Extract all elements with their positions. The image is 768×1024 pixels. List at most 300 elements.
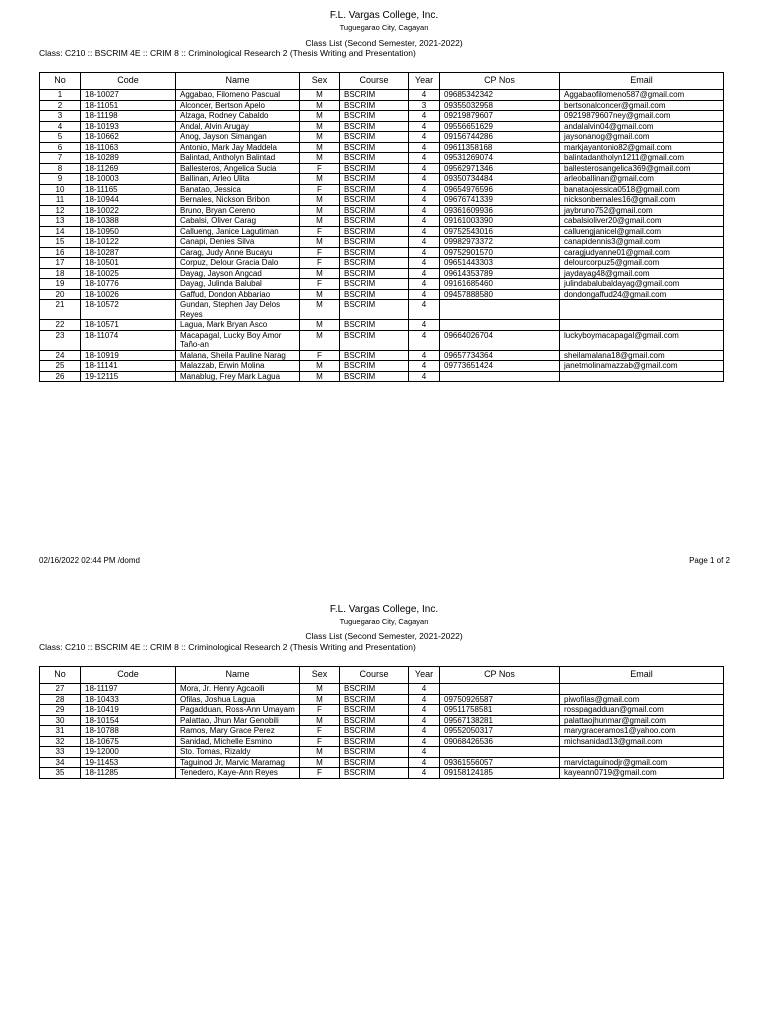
student-year: 4: [409, 268, 440, 279]
student-year: 4: [409, 320, 440, 331]
student-name: Ballesteros, Angelica Sucia: [176, 163, 300, 174]
student-year: 4: [409, 247, 440, 258]
column-header-course: Course: [340, 667, 409, 684]
student-course: BSCRIM: [340, 268, 409, 279]
row-number: 18: [40, 268, 81, 279]
student-email: caragjudyanne01@gmail.com: [560, 247, 724, 258]
student-sex: M: [300, 132, 340, 143]
student-year: 4: [409, 237, 440, 248]
student-course: BSCRIM: [340, 258, 409, 269]
student-email: luckyboymacapagal@gmail.com: [560, 330, 724, 350]
student-course: BSCRIM: [340, 768, 409, 779]
student-year: 4: [409, 330, 440, 350]
college-city-page2: Tuguegarao City, Cagayan: [339, 617, 429, 626]
student-email: calluengjanicel@gmail.com: [560, 226, 724, 237]
table-row: [40, 279, 724, 290]
student-year: 3: [409, 100, 440, 111]
student-course: BSCRIM: [340, 195, 409, 206]
student-name: Palattao, Jhun Mar Genobili: [176, 715, 300, 726]
student-email: arleoballinan@gmail.com: [560, 174, 724, 185]
student-course: BSCRIM: [340, 111, 409, 122]
student-email: piwofilas@gmail.com: [560, 694, 724, 705]
student-code: 18-10025: [81, 268, 176, 279]
column-header-code: Code: [81, 667, 176, 684]
cp-number: 09651443303: [440, 258, 560, 269]
student-sex: F: [300, 768, 340, 779]
cp-number: 09685342342: [440, 90, 560, 101]
column-header-year: Year: [409, 73, 440, 90]
college-city: Tuguegarao City, Cagayan: [339, 23, 429, 32]
student-sex: M: [300, 153, 340, 164]
column-header-no: No: [40, 73, 81, 90]
student-code: 18-10501: [81, 258, 176, 269]
table-row: [40, 237, 724, 248]
cp-number: 09614353789: [440, 268, 560, 279]
student-course: BSCRIM: [340, 205, 409, 216]
row-number: 19: [40, 279, 81, 290]
student-email: [560, 320, 724, 331]
cp-number: 09562971346: [440, 163, 560, 174]
row-number: 14: [40, 226, 81, 237]
student-year: 4: [409, 142, 440, 153]
student-sex: M: [300, 320, 340, 331]
table-body: [40, 684, 724, 779]
row-number: 6: [40, 142, 81, 153]
student-course: BSCRIM: [340, 726, 409, 737]
cp-number: [440, 300, 560, 320]
student-name: Taguinod Jr, Marvic Maramag: [176, 757, 300, 768]
student-year: 4: [409, 216, 440, 227]
student-year: 4: [409, 153, 440, 164]
student-year: 4: [409, 90, 440, 101]
student-course: BSCRIM: [340, 736, 409, 747]
student-course: BSCRIM: [340, 163, 409, 174]
student-code: 18-10154: [81, 715, 176, 726]
row-number: 1: [40, 90, 81, 101]
student-code: 19-12115: [81, 371, 176, 382]
table-header: [40, 73, 724, 90]
table-row: [40, 153, 724, 164]
student-email: [560, 371, 724, 382]
cp-number: 09556651629: [440, 121, 560, 132]
student-year: 4: [409, 736, 440, 747]
student-year: 4: [409, 684, 440, 695]
row-number: 30: [40, 715, 81, 726]
class-list-table-page1: [39, 72, 724, 382]
class-list-title-page2: Class List (Second Semester, 2021-2022): [305, 631, 463, 641]
student-sex: M: [300, 90, 340, 101]
student-code: 18-11269: [81, 163, 176, 174]
student-code: 18-10193: [81, 121, 176, 132]
cp-number: 09657734364: [440, 350, 560, 361]
table-row: [40, 768, 724, 779]
student-name: Banatao, Jessica: [176, 184, 300, 195]
student-sex: F: [300, 736, 340, 747]
student-email: andalalvin04@gmail.com: [560, 121, 724, 132]
student-sex: M: [300, 361, 340, 372]
student-sex: M: [300, 715, 340, 726]
student-sex: F: [300, 247, 340, 258]
student-code: 18-10003: [81, 174, 176, 185]
student-email: julindabalubaldayag@gmail.com: [560, 279, 724, 290]
student-name: Antonio, Mark Jay Maddela: [176, 142, 300, 153]
student-sex: F: [300, 726, 340, 737]
student-sex: M: [300, 205, 340, 216]
student-email: cabalsioliver20@gmail.com: [560, 216, 724, 227]
row-number: 7: [40, 153, 81, 164]
student-email: bertsonalconcer@gmail.com: [560, 100, 724, 111]
table-row: [40, 361, 724, 372]
student-year: 4: [409, 163, 440, 174]
student-name: Lagua, Mark Bryan Asco: [176, 320, 300, 331]
student-email: jaysonanog@gmail.com: [560, 132, 724, 143]
student-year: 4: [409, 350, 440, 361]
student-sex: M: [300, 757, 340, 768]
cp-number: 09161003390: [440, 216, 560, 227]
student-course: BSCRIM: [340, 237, 409, 248]
cp-number: 09752901570: [440, 247, 560, 258]
student-course: BSCRIM: [340, 100, 409, 111]
table-row: [40, 163, 724, 174]
table-row: [40, 100, 724, 111]
student-sex: F: [300, 184, 340, 195]
header-row: [40, 73, 724, 90]
student-code: 18-10571: [81, 320, 176, 331]
student-name: Ballinan, Arleo Ulita: [176, 174, 300, 185]
student-course: BSCRIM: [340, 153, 409, 164]
student-course: BSCRIM: [340, 757, 409, 768]
student-name: Corpuz, Delour Gracia Dalo: [176, 258, 300, 269]
cp-number: [440, 371, 560, 382]
student-name: Alconcer, Bertson Apelo: [176, 100, 300, 111]
student-sex: M: [300, 268, 340, 279]
row-number: 15: [40, 237, 81, 248]
row-number: 2: [40, 100, 81, 111]
row-number: 12: [40, 205, 81, 216]
cp-number: 09068426536: [440, 736, 560, 747]
student-name: Carag, Judy Anne Bucayu: [176, 247, 300, 258]
class-description: Class: C210 :: BSCRIM 4E :: CRIM 8 :: Criminological Research 2 (Thesis Writing and Presentation): [39, 48, 416, 58]
student-year: 4: [409, 726, 440, 737]
student-year: 4: [409, 300, 440, 320]
table-row: [40, 715, 724, 726]
student-course: BSCRIM: [340, 361, 409, 372]
column-header-code: Code: [81, 73, 176, 90]
student-code: 18-10026: [81, 289, 176, 300]
student-name: Bernales, Nickson Bribon: [176, 195, 300, 206]
student-sex: M: [300, 100, 340, 111]
student-course: BSCRIM: [340, 715, 409, 726]
college-name: F.L. Vargas College, Inc.: [329, 10, 439, 21]
student-course: BSCRIM: [340, 226, 409, 237]
table-row: [40, 705, 724, 716]
row-number: 35: [40, 768, 81, 779]
column-header-email: Email: [560, 667, 724, 684]
page-number: Page 1 of 2: [689, 556, 730, 565]
student-email: michsanidad13@gmail.com: [560, 736, 724, 747]
student-course: BSCRIM: [340, 247, 409, 258]
student-email: delourcorpuz5@gmail.com: [560, 258, 724, 269]
row-number: 10: [40, 184, 81, 195]
student-year: 4: [409, 757, 440, 768]
table-row: [40, 195, 724, 206]
student-email: nicksonbernales16@gmail.com: [560, 195, 724, 206]
cp-number: 09750926587: [440, 694, 560, 705]
student-course: BSCRIM: [340, 142, 409, 153]
table-row: [40, 684, 724, 695]
student-email: sheilamalana18@gmail.com: [560, 350, 724, 361]
cp-number: [440, 684, 560, 695]
cp-number: [440, 747, 560, 758]
student-code: 18-11074: [81, 330, 176, 350]
student-sex: M: [300, 142, 340, 153]
student-sex: M: [300, 300, 340, 320]
student-name: Gundan, Stephen Jay Delos Reyes: [176, 300, 300, 320]
student-year: 4: [409, 184, 440, 195]
student-sex: M: [300, 111, 340, 122]
student-email: kayeann0719@gmail.com: [560, 768, 724, 779]
student-course: BSCRIM: [340, 371, 409, 382]
student-course: BSCRIM: [340, 90, 409, 101]
student-sex: M: [300, 694, 340, 705]
student-code: 18-10027: [81, 90, 176, 101]
print-timestamp: 02/16/2022 02:44 PM /domd: [39, 556, 140, 565]
student-code: 18-10289: [81, 153, 176, 164]
table-row: [40, 371, 724, 382]
student-name: Dayag, Jayson Angcad: [176, 268, 300, 279]
student-email: marvictaguinodjr@gmail.com: [560, 757, 724, 768]
cp-number: 09552050317: [440, 726, 560, 737]
student-name: Malazzab, Erwin Molina: [176, 361, 300, 372]
student-code: 18-11051: [81, 100, 176, 111]
student-code: 18-11165: [81, 184, 176, 195]
student-email: janetmolinamazzab@gmail.com: [560, 361, 724, 372]
student-year: 4: [409, 694, 440, 705]
student-sex: M: [300, 237, 340, 248]
cp-number: 09156744286: [440, 132, 560, 143]
student-name: Dayag, Julinda Balubal: [176, 279, 300, 290]
column-header-sex: Sex: [300, 73, 340, 90]
student-sex: M: [300, 684, 340, 695]
cp-number: 09161685460: [440, 279, 560, 290]
table-row: [40, 90, 724, 101]
table-body: [40, 90, 724, 382]
cp-number: 09361556057: [440, 757, 560, 768]
student-year: 4: [409, 258, 440, 269]
student-name: Macapagal, Lucky Boy Amor Taño-an: [176, 330, 300, 350]
student-name: Aggabao, Filomeno Pascual: [176, 90, 300, 101]
cp-number: 09773651424: [440, 361, 560, 372]
row-number: 3: [40, 111, 81, 122]
row-number: 31: [40, 726, 81, 737]
student-code: 18-10675: [81, 736, 176, 747]
student-code: 18-10788: [81, 726, 176, 737]
row-number: 22: [40, 320, 81, 331]
column-header-sex: Sex: [300, 667, 340, 684]
student-code: 18-11063: [81, 142, 176, 153]
student-email: banataojessica0518@gmail.com: [560, 184, 724, 195]
row-number: 20: [40, 289, 81, 300]
student-year: 4: [409, 132, 440, 143]
student-code: 18-10388: [81, 216, 176, 227]
cp-number: 09611358168: [440, 142, 560, 153]
student-year: 4: [409, 195, 440, 206]
student-year: 4: [409, 705, 440, 716]
student-year: 4: [409, 279, 440, 290]
student-name: Pagadduan, Ross-Ann Umayam: [176, 705, 300, 716]
table-row: [40, 350, 724, 361]
student-sex: M: [300, 371, 340, 382]
table-row: [40, 268, 724, 279]
cp-number: 09361609936: [440, 205, 560, 216]
column-header-name: Name: [176, 667, 300, 684]
cp-number: 09511758581: [440, 705, 560, 716]
student-name: Tenedero, Kaye-Ann Reyes: [176, 768, 300, 779]
column-header-name: Name: [176, 73, 300, 90]
row-number: 24: [40, 350, 81, 361]
class-list-table-page2: [39, 666, 724, 779]
student-course: BSCRIM: [340, 747, 409, 758]
student-code: 18-10022: [81, 205, 176, 216]
student-email: [560, 684, 724, 695]
row-number: 13: [40, 216, 81, 227]
table-row: [40, 226, 724, 237]
student-email: canapidennis3@gmail.com: [560, 237, 724, 248]
student-course: BSCRIM: [340, 174, 409, 185]
student-course: BSCRIM: [340, 184, 409, 195]
student-name: Canapi, Denies Silva: [176, 237, 300, 248]
student-email: [560, 300, 724, 320]
table-row: [40, 174, 724, 185]
student-sex: M: [300, 174, 340, 185]
student-course: BSCRIM: [340, 289, 409, 300]
student-sex: M: [300, 216, 340, 227]
table-row: [40, 694, 724, 705]
student-code: 19-12000: [81, 747, 176, 758]
class-list-title: Class List (Second Semester, 2021-2022): [305, 38, 463, 48]
row-number: 8: [40, 163, 81, 174]
student-code: 18-10950: [81, 226, 176, 237]
student-code: 18-10919: [81, 350, 176, 361]
student-year: 4: [409, 715, 440, 726]
table-row: [40, 757, 724, 768]
student-email: dondongaffud24@gmail.com: [560, 289, 724, 300]
class-description-page2: Class: C210 :: BSCRIM 4E :: CRIM 8 :: Criminological Research 2 (Thesis Writing and Presentation): [39, 642, 416, 652]
student-name: Sto. Tomas, Rizaldy: [176, 747, 300, 758]
table-row: [40, 726, 724, 737]
row-number: 16: [40, 247, 81, 258]
table-row: [40, 132, 724, 143]
row-number: 5: [40, 132, 81, 143]
row-number: 17: [40, 258, 81, 269]
student-code: 19-11453: [81, 757, 176, 768]
student-year: 4: [409, 768, 440, 779]
student-name: Ramos, Mary Grace Perez: [176, 726, 300, 737]
student-sex: F: [300, 705, 340, 716]
student-code: 18-11198: [81, 111, 176, 122]
student-year: 4: [409, 361, 440, 372]
column-header-course: Course: [340, 73, 409, 90]
student-email: Aggabaofilomeno587@gmail.com: [560, 90, 724, 101]
row-number: 11: [40, 195, 81, 206]
table-row: [40, 121, 724, 132]
student-sex: M: [300, 289, 340, 300]
cp-number: 09982973372: [440, 237, 560, 248]
table-header: [40, 667, 724, 684]
row-number: 32: [40, 736, 81, 747]
cp-number: 09752543016: [440, 226, 560, 237]
student-name: Malana, Sheila Pauline Narag: [176, 350, 300, 361]
cp-number: 09355032958: [440, 100, 560, 111]
student-code: 18-10287: [81, 247, 176, 258]
column-header-cp: CP Nos: [440, 667, 560, 684]
student-code: 18-10572: [81, 300, 176, 320]
cp-number: 09350734484: [440, 174, 560, 185]
row-number: 23: [40, 330, 81, 350]
header-row: [40, 667, 724, 684]
student-sex: F: [300, 163, 340, 174]
cp-number: 09531269074: [440, 153, 560, 164]
table-row: [40, 111, 724, 122]
student-email: marygraceramos1@yahoo.com: [560, 726, 724, 737]
student-course: BSCRIM: [340, 279, 409, 290]
student-name: Manablug, Frey Mark Lagua: [176, 371, 300, 382]
student-year: 4: [409, 111, 440, 122]
table-row: [40, 258, 724, 269]
table-row: [40, 736, 724, 747]
student-year: 4: [409, 226, 440, 237]
student-name: Cabalsi, Oliver Carag: [176, 216, 300, 227]
student-code: 18-11141: [81, 361, 176, 372]
student-year: 4: [409, 205, 440, 216]
student-name: Mora, Jr. Henry Agcaoili: [176, 684, 300, 695]
table-row: [40, 320, 724, 331]
table-row: [40, 247, 724, 258]
cp-number: 09676741339: [440, 195, 560, 206]
table-row: [40, 289, 724, 300]
student-year: 4: [409, 174, 440, 185]
student-course: BSCRIM: [340, 121, 409, 132]
student-course: BSCRIM: [340, 132, 409, 143]
student-course: BSCRIM: [340, 330, 409, 350]
row-number: 26: [40, 371, 81, 382]
student-email: [560, 747, 724, 758]
cp-number: 09654976596: [440, 184, 560, 195]
row-number: 21: [40, 300, 81, 320]
student-sex: M: [300, 195, 340, 206]
student-code: 18-10662: [81, 132, 176, 143]
student-course: BSCRIM: [340, 216, 409, 227]
student-code: 18-10776: [81, 279, 176, 290]
student-course: BSCRIM: [340, 694, 409, 705]
student-course: BSCRIM: [340, 320, 409, 331]
student-course: BSCRIM: [340, 705, 409, 716]
student-email: palattaojhunmar@gmail.com: [560, 715, 724, 726]
cp-number: 09664026704: [440, 330, 560, 350]
row-number: 29: [40, 705, 81, 716]
student-code: 18-10122: [81, 237, 176, 248]
cp-number: 09567138281: [440, 715, 560, 726]
student-sex: F: [300, 226, 340, 237]
table-row: [40, 330, 724, 350]
student-email: rosspagadduan@gmail.com: [560, 705, 724, 716]
table-row: [40, 216, 724, 227]
student-sex: M: [300, 747, 340, 758]
row-number: 4: [40, 121, 81, 132]
college-name-page2: F.L. Vargas College, Inc.: [329, 604, 439, 615]
cp-number: 09457888580: [440, 289, 560, 300]
student-sex: F: [300, 350, 340, 361]
